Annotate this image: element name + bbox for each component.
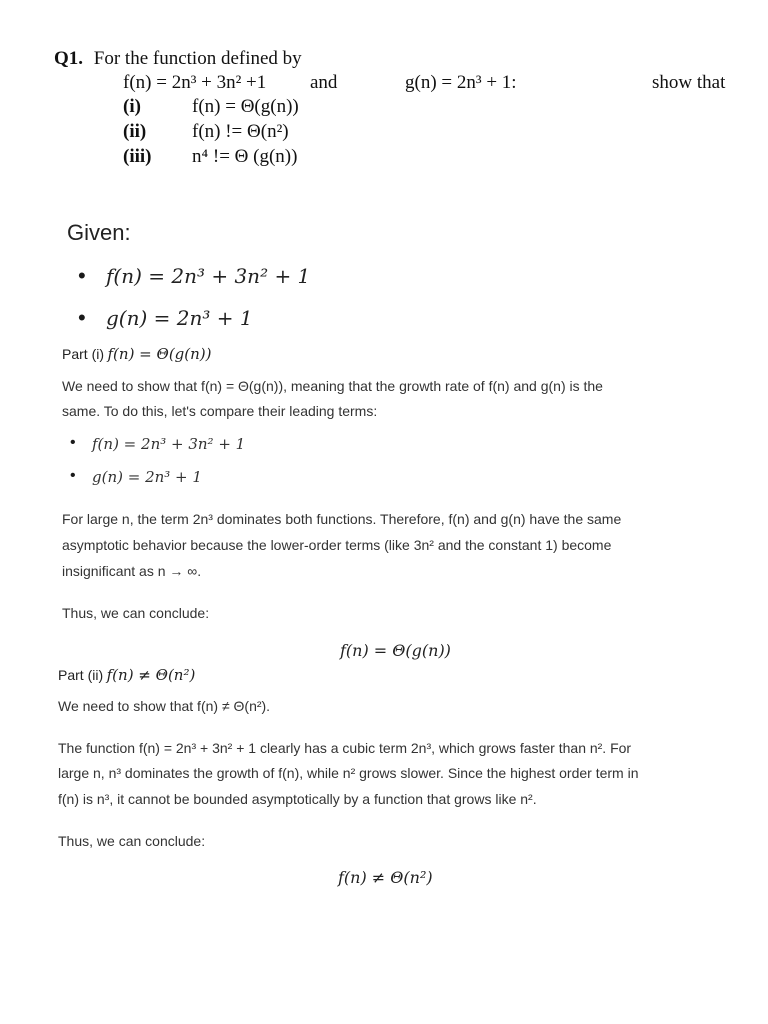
given-g: g(n) = 2n³ + 1 <box>106 306 253 330</box>
part1-bullet-g: g(n) = 2n³ + 1 <box>92 468 202 486</box>
part1-paragraph: same. To do this, let's compare their leading terms: <box>62 403 378 419</box>
part1-explanation: insignificant as n → ∞. <box>62 563 202 579</box>
bullet-icon: • <box>70 434 76 451</box>
part1-heading <box>62 345 212 364</box>
item-number: (ii) <box>123 121 147 142</box>
part1-label-math: f(n) = Θ(g(n)) <box>107 345 212 363</box>
item-text: n⁴ != Θ (g(n)) <box>192 146 298 167</box>
part2-explanation: f(n) is n³, it cannot be bounded asymptotically by a function that grows like n². <box>58 791 537 807</box>
part2-explanation: The function f(n) = 2n³ + 3n² + 1 clearly has a cubic term 2n³, which grows faster than n². For <box>58 740 632 756</box>
part1-explanation: asymptotic behavior because the lower-order terms (like 3n² and the constant 1) become <box>62 537 612 553</box>
question-intro: For the function defined by <box>93 48 302 69</box>
given-f: f(n) = 2n³ + 3n² + 1 <box>106 264 311 288</box>
g-definition: g(n) = 2n³ + 1: <box>405 72 517 93</box>
part1-paragraph: We need to show that f(n) = Θ(g(n)), meaning that the growth rate of f(n) and g(n) is the <box>62 378 603 394</box>
f-definition: f(n) = 2n³ + 3n² +1 <box>123 72 267 93</box>
part1-label: Part (i) <box>62 346 104 362</box>
part2-conclude: Thus, we can conclude: <box>58 833 206 849</box>
part2-explanation: large n, n³ dominates the growth of f(n), while n² grows slower. Since the highest order term in <box>58 765 639 781</box>
bullet-icon: • <box>70 467 76 484</box>
item-text: f(n) != Θ(n²) <box>192 121 289 142</box>
item-number: (iii) <box>123 146 152 167</box>
part2-label-math: f(n) ≠ Θ(n²) <box>106 666 196 684</box>
part2-label: Part (ii) <box>58 667 104 683</box>
part2-heading <box>58 666 195 685</box>
question-number: Q1. <box>54 48 84 69</box>
part1-conclude: Thus, we can conclude: <box>62 605 210 621</box>
bullet-icon: • <box>78 305 86 330</box>
part2-intro: We need to show that f(n) ≠ Θ(n²). <box>58 698 271 714</box>
part1-explanation: For large n, the term 2n³ dominates both functions. Therefore, f(n) and g(n) have the same <box>62 511 622 527</box>
question-header <box>54 48 302 70</box>
item-number: (i) <box>123 96 141 117</box>
and-word: and <box>310 72 338 93</box>
given-heading: Given: <box>67 220 131 245</box>
part2-result: f(n) ≠ Θ(n²) <box>338 868 433 887</box>
part1-result: f(n) = Θ(g(n)) <box>340 641 451 660</box>
bullet-icon: • <box>78 263 86 288</box>
part1-bullet-f: f(n) = 2n³ + 3n² + 1 <box>92 435 246 453</box>
show-that: show that <box>652 72 726 93</box>
item-text: f(n) = Θ(g(n)) <box>192 96 299 117</box>
